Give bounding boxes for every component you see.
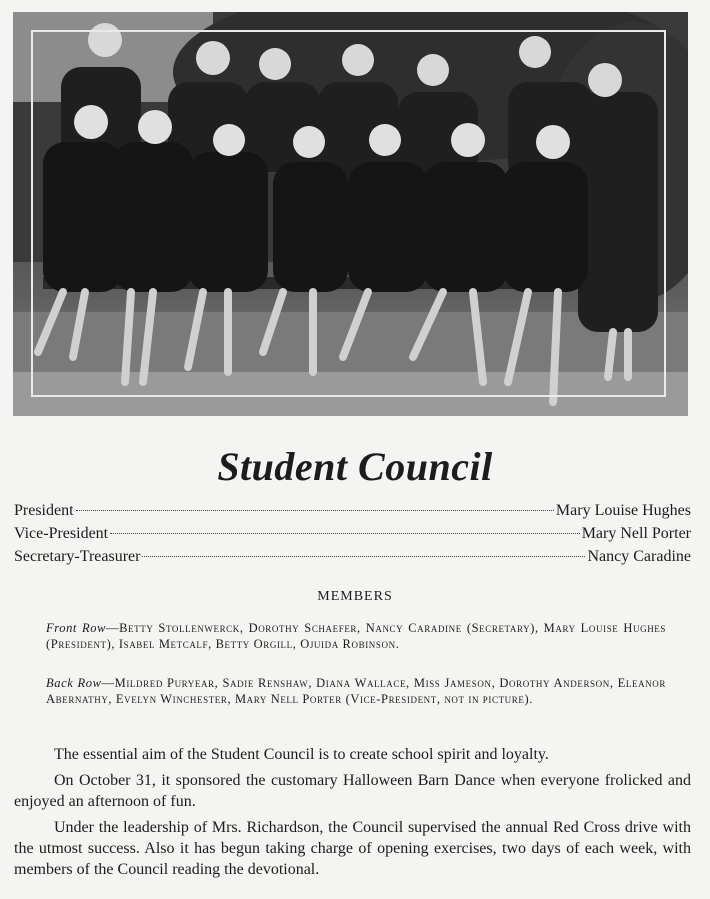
leader-dots [142,556,585,557]
group-photo [13,12,688,416]
leader-dots [110,533,580,534]
front-row-roster [46,620,666,652]
body-text [14,744,691,885]
back-row-label: Back Row [46,676,102,690]
officer-role: Secretary-Treasurer [14,548,141,565]
officer-role: President [14,502,74,519]
leader-dots [76,510,554,511]
officer-row-vice-president [14,525,691,548]
back-row-names: —Mildred Puryear, Sadie Renshaw, Diana Wallace, Miss Jameson, Dorothy Anderson, Eleanor Abernathy, Evelyn Winchester, Mary Nell Porter (Vice-President, not in picture). [46,676,667,706]
paragraph: The essential aim of the Student Council is to create school spirit and loyalty. [54,746,549,763]
officer-row-secretary-treasurer [14,548,691,571]
page-title: Student Council [217,444,493,489]
officer-name: Mary Nell Porter [581,525,691,542]
photo-frame [31,30,666,397]
back-row-roster [46,675,666,707]
officers-list [14,502,691,571]
paragraph: Under the leadership of Mrs. Richardson, the Council supervised the annual Red Cross drive with the utmost success. Also it has begun taking charge of opening exercises, two days of each week, with members of the Council reading the devotional. [14,819,691,878]
officer-name: Mary Louise Hughes [555,502,691,519]
front-row-label: Front Row [46,621,107,635]
paragraph: On October 31, it sponsored the customary Halloween Barn Dance when everyone frolicked and enjoyed an afternoon of fun. [14,772,691,810]
officer-role: Vice-President [14,525,109,542]
officer-row-president [14,502,691,525]
members-heading: MEMBERS [317,589,393,604]
front-row-names: —Betty Stollenwerck, Dorothy Schaefer, Nancy Caradine (Secretary), Mary Louise Hughes (President), Isabel Metcalf, Betty Orgill, Ojuida Robinson. [46,621,667,651]
officer-name: Nancy Caradine [587,548,691,565]
